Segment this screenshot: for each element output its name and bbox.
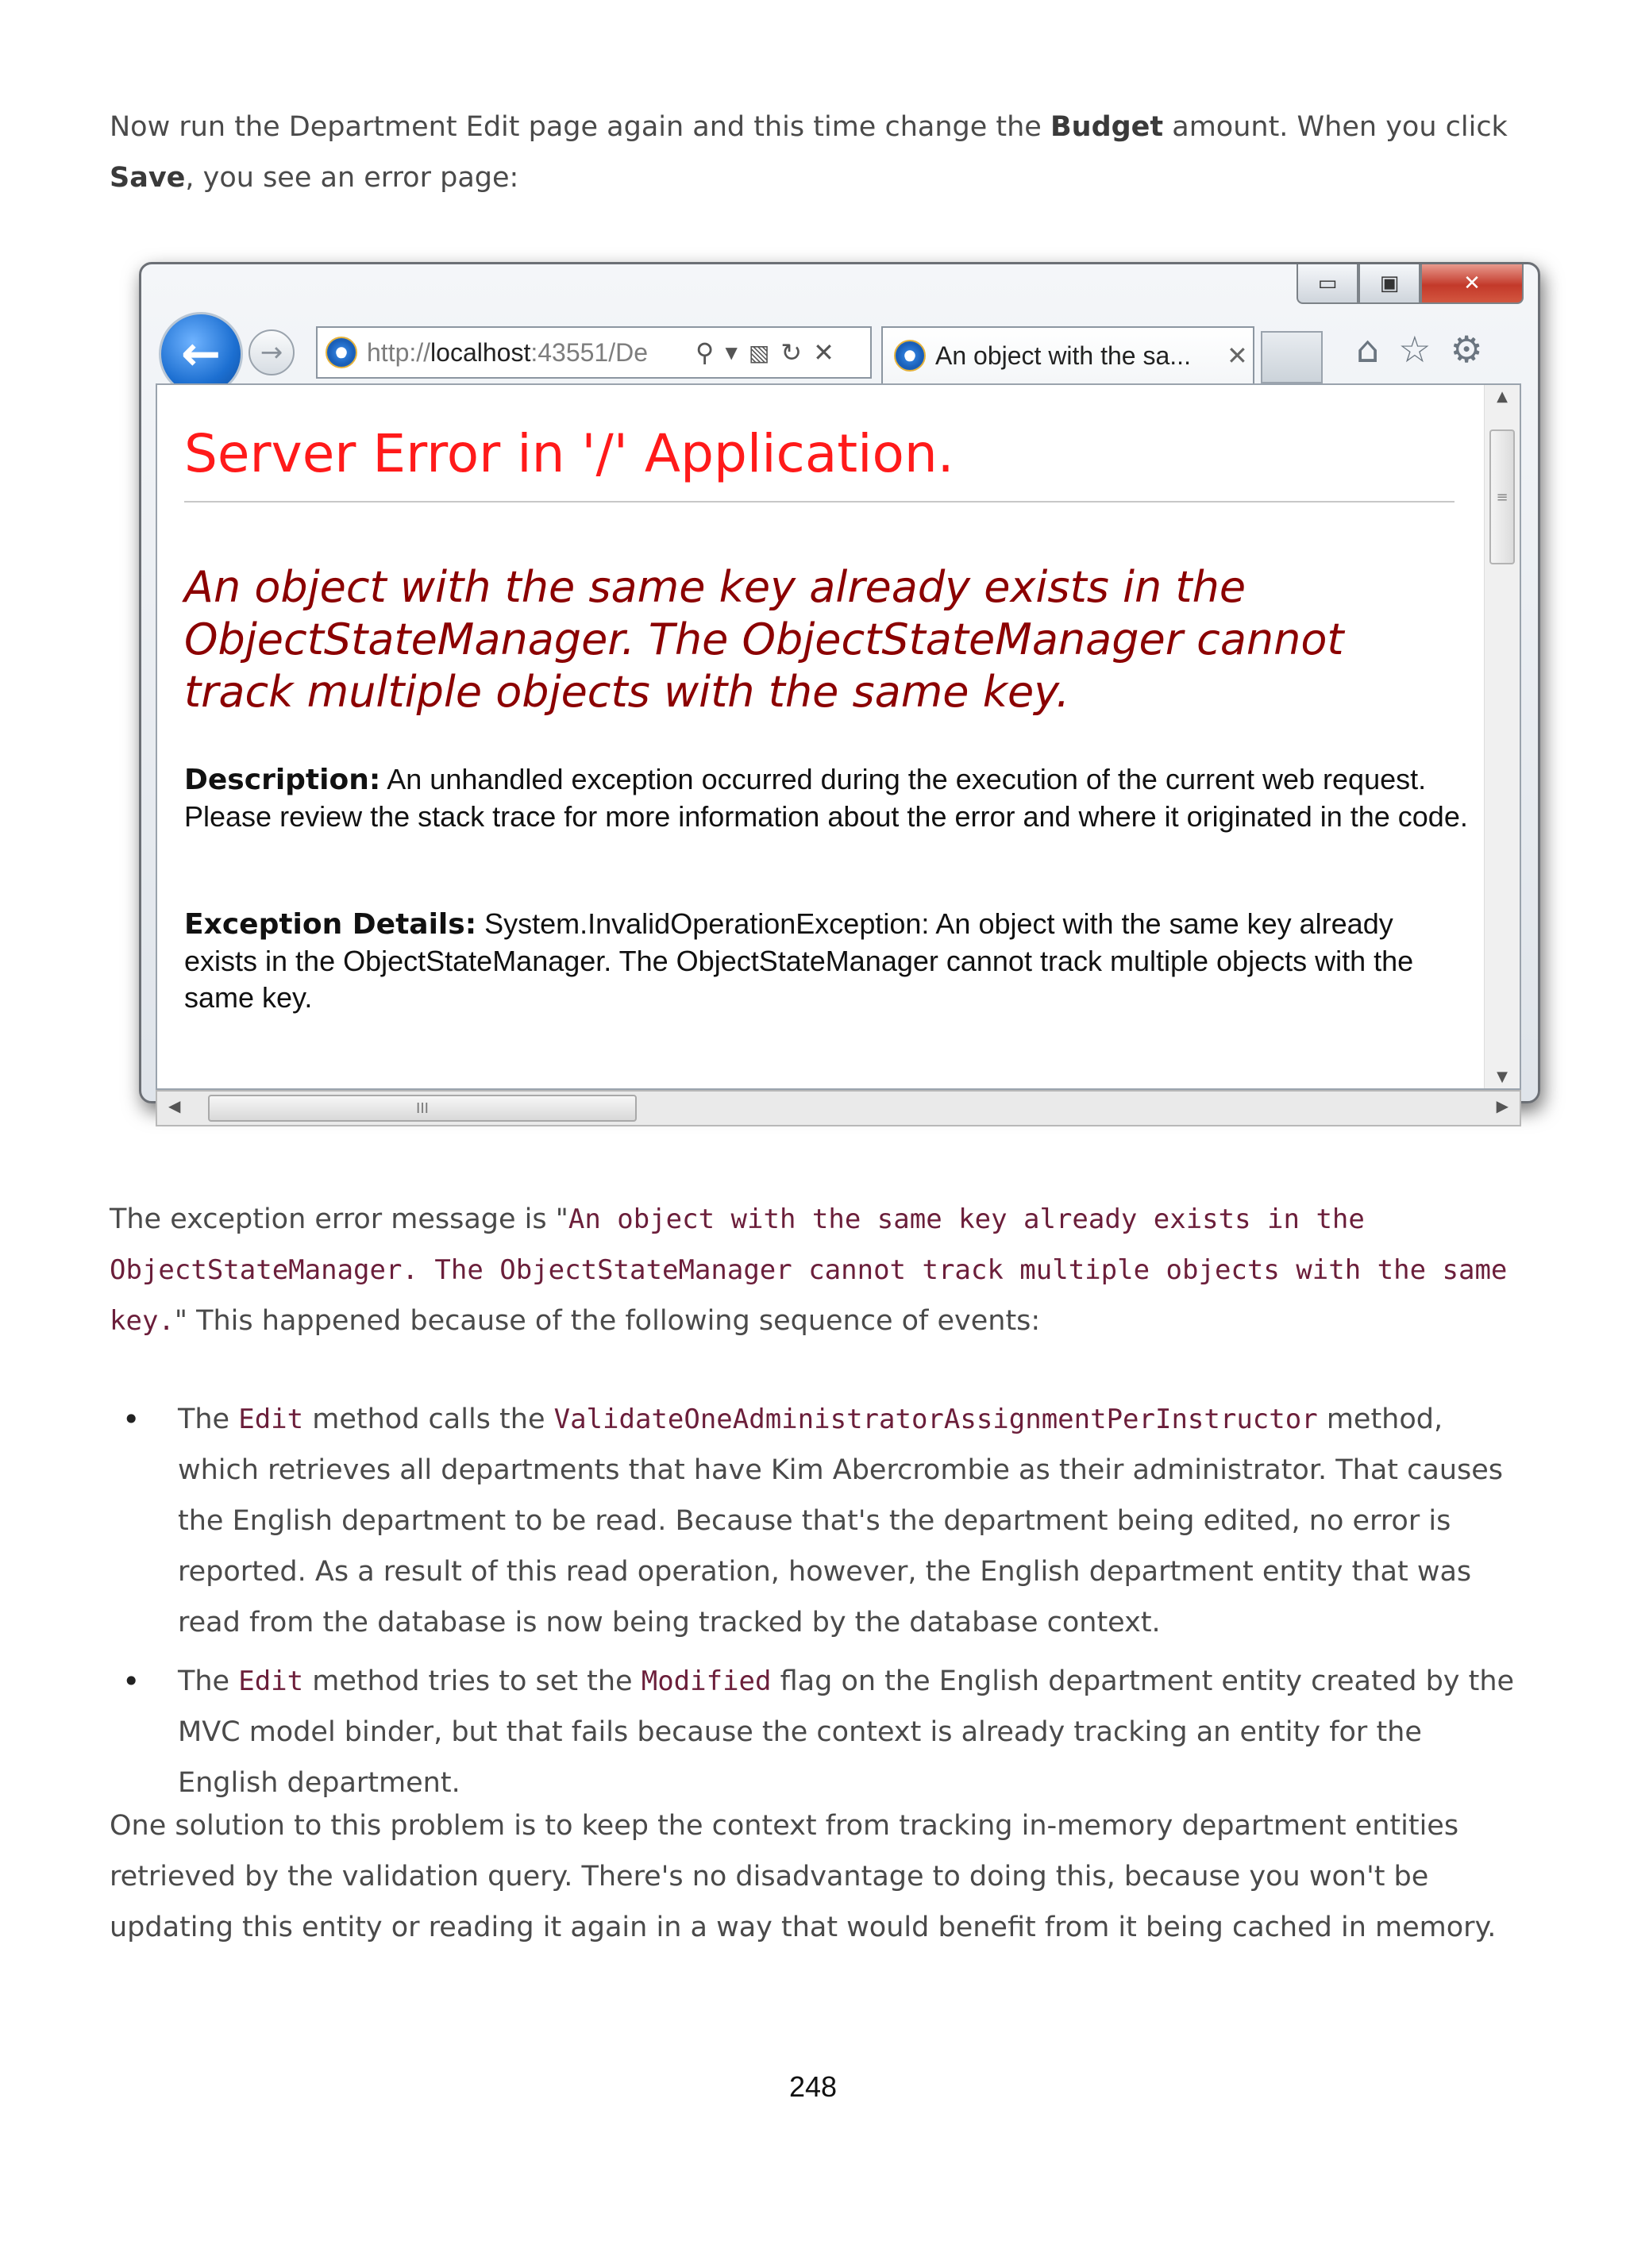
tab-close-icon[interactable]: ✕ [1227, 341, 1248, 371]
exception-label: Exception Details: [184, 908, 477, 941]
ie-logo-icon: e [326, 337, 357, 368]
new-tab-button[interactable] [1261, 331, 1323, 383]
paragraph-text: The exception error message is " [110, 1203, 568, 1235]
window-controls [1297, 264, 1524, 307]
intro-text: , you see an error page: [185, 162, 519, 194]
vertical-scroll-thumb[interactable]: ≡ [1489, 429, 1515, 564]
inline-code: Modified [641, 1665, 772, 1697]
scroll-left-icon[interactable]: ◀ [168, 1096, 181, 1115]
exception-text: System.InvalidOperationException: An object with the same key already exists in the ObjectStateManager. The ObjectStateManager cannot track multiple objects with the same key. [184, 907, 1414, 1014]
scroll-down-icon[interactable]: ▼ [1497, 1069, 1508, 1085]
ie-logo-icon: e [894, 340, 926, 372]
favorites-star-icon[interactable]: ☆ [1398, 328, 1431, 371]
event-sequence-list [110, 1394, 1531, 1816]
intro-text: amount. When you click [1163, 111, 1508, 143]
save-bold: Save [110, 162, 186, 194]
list-item: • The Edit method calls the ValidateOneAdministratorAssignmentPerInstructor method, which retrieves all departments that have Kim Abercrombie as their administrator. That causes the English department to be read. Because that's the department being edited, no error is reported. As a result of this read operation, however, the English department entity that was read from the database is now being tracked by the database context. [110, 1394, 1531, 1648]
vertical-scrollbar[interactable] [1484, 385, 1520, 1088]
toolbar-icons [1356, 328, 1483, 371]
divider [184, 501, 1455, 503]
close-button[interactable]: ✕ [1420, 264, 1524, 304]
address-bar[interactable] [316, 326, 872, 379]
error-message: An object with the same key already exists in the ObjectStateManager. The ObjectStateManager cannot track multiple objects with the same key. [184, 562, 1344, 717]
maximize-button[interactable]: ▣ [1358, 264, 1420, 304]
stop-icon[interactable]: ✕ [813, 337, 834, 368]
home-icon[interactable]: ⌂ [1356, 328, 1380, 371]
tab-title: An object with the sa... [935, 341, 1191, 370]
exception-details [184, 906, 1470, 1016]
refresh-icon[interactable]: ↻ [780, 337, 803, 368]
error-description [184, 761, 1470, 835]
scroll-right-icon[interactable]: ▶ [1496, 1096, 1508, 1115]
description-text: An unhandled exception occurred during the execution of the current web request. Please review the stack trace for more information about the error and where it originated in the code. [184, 763, 1468, 833]
exception-paragraph [110, 1194, 1515, 1346]
inline-code: ValidateOneAdministratorAssignmentPerInstructor [553, 1404, 1318, 1435]
inline-code: Edit [238, 1404, 304, 1435]
description-label: Description: [184, 764, 381, 796]
forward-arrow-icon[interactable]: → [249, 329, 295, 375]
dropdown-icon[interactable]: ▼ [725, 343, 738, 362]
tools-gear-icon[interactable]: ⚙ [1450, 328, 1483, 371]
minimize-button[interactable]: ▭ [1297, 264, 1358, 304]
error-title: Server Error in '/' Application. [184, 423, 954, 484]
browser-window-screenshot [139, 262, 1540, 1117]
budget-bold: Budget [1050, 111, 1164, 143]
list-item: • The Edit method tries to set the Modified flag on the English department entity created by the MVC model binder, but that fails because the context is already tracking an entity for the English department. [110, 1656, 1531, 1808]
solution-paragraph: One solution to this problem is to keep the context from tracking in-memory department entities retrieved by the validation query. There's no disadvantage to doing this, because you won't be updating this entity or reading it again in a way that would benefit from it being cached in memory. [110, 1810, 1497, 1943]
intro-text: Now run the Department Edit page again and this time change the [110, 111, 1050, 143]
horizontal-scrollbar[interactable] [156, 1090, 1521, 1126]
search-icon[interactable]: ⚲ [695, 337, 715, 368]
scroll-up-icon[interactable]: ▲ [1497, 388, 1508, 405]
compat-view-icon[interactable]: ▧ [748, 339, 770, 366]
back-arrow-icon[interactable]: ← [159, 312, 243, 396]
page-viewport [156, 383, 1521, 1090]
paragraph-text: " This happened because of the following sequence of events: [174, 1305, 1041, 1337]
intro-paragraph [110, 102, 1515, 203]
page-number: 248 [788, 2070, 838, 2103]
inline-code: Edit [238, 1665, 304, 1697]
url-text: http://localhost:43551/De [367, 337, 649, 367]
inline-code: An object with the same key already exists in the ObjectStateManager. The ObjectStateManager cannot track multiple objects with the same key. [110, 1203, 1508, 1337]
horizontal-scroll-thumb[interactable]: III [208, 1095, 637, 1122]
tab-active[interactable] [881, 326, 1254, 383]
